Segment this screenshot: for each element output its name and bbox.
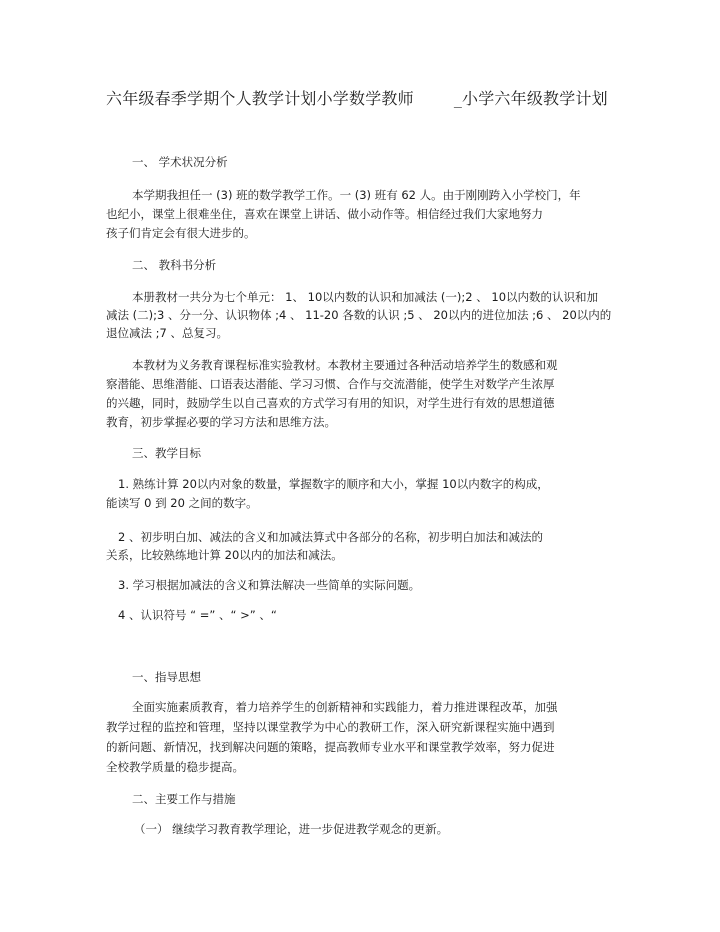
section-heading-guiding-ideology: 一、指导思想 — [132, 670, 201, 684]
paragraph-line: 的新问题、新情况，找到解决问题的策略，提高教师专业水平和课堂教学效率，努力促进 — [106, 740, 555, 754]
paragraph-line: 也纪小，课堂上很难坐住，喜欢在课堂上讲话、做小动作等。相信经过我们大家地努力 — [106, 207, 543, 221]
paragraph-line: 本教材为义务教育课程标准实验教材。本教材主要通过各种活动培养学生的数感和观 — [132, 358, 558, 372]
paragraph-line: 关系，比较熟练地计算 20以内的加法和减法。 — [106, 548, 343, 562]
section-heading-academic-status: 一、 学术状况分析 — [132, 155, 228, 169]
paragraph-line: 教学过程的监控和管理，坚持以课堂教学为中心的教研工作，深入研究新课程实施中遇到 — [106, 720, 555, 734]
goal-item-3: 3. 学习根据加减法的含义和算法解决一些简单的实际问题。 — [118, 578, 421, 592]
section-heading-teaching-goals: 三、教学目标 — [132, 446, 201, 460]
section-heading-main-work: 二、主要工作与措施 — [132, 792, 236, 806]
paragraph-line: 全校教学质量的稳步提高。 — [106, 760, 244, 774]
title-main: 六年级春季学期个人教学计划小学数学教师 — [106, 89, 414, 108]
goal-item-4: 4 、认识符号 “ =” 、“ >” 、“ — [118, 608, 277, 622]
paragraph-line: 退位减法 ;7 、总复习。 — [106, 326, 229, 340]
paragraph-line: 本册教材一共分为七个单元： 1、 10以内数的认识和加减法 (一);2 、 10以内数的认识和加 — [132, 290, 599, 304]
paragraph-line: 全面实施素质教育，着力培养学生的创新精神和实践能力，着力推进课程改革，加强 — [132, 700, 558, 714]
document-title — [106, 86, 608, 109]
paragraph-line: 孩子们肯定会有很大进步的。 — [106, 226, 256, 240]
section-heading-textbook-analysis: 二、 教科书分析 — [132, 258, 217, 272]
measure-item-1: （一） 继续学习教育教学理论，进一步促进教学观念的更新。 — [134, 822, 449, 836]
paragraph-line: 的兴趣，同时，鼓励学生以自己喜欢的方式学习有用的知识，对学生进行有效的思想道德 — [106, 396, 555, 410]
paragraph-line: 能读写 0 到 20 之间的数字。 — [106, 496, 258, 510]
paragraph-line: 察潜能、思维潜能、口语表达潜能、学习习惯、合作与交流潜能，使学生对数学产生浓厚 — [106, 377, 555, 391]
paragraph-line: 教育，初步掌握必要的学习方法和思维方法。 — [106, 415, 336, 429]
paragraph-line: 减法 (二);3 、分一分、认识物体 ;4 、 11-20 各数的认识 ;5 、 20以内的进位加法 ;6 、 20以内的 — [106, 308, 612, 322]
goal-item-1: 1. 熟练计算 20以内对象的数量，掌握数字的顺序和大小，掌握 10以内数字的构成， — [118, 477, 549, 491]
goal-item-2: 2 、初步明白加、减法的含义和加减法算式中各部分的名称，初步明白加法和减法的 — [118, 530, 543, 544]
title-suffix: _小学六年级教学计划 — [453, 89, 608, 108]
paragraph-line: 本学期我担任一 (3) 班的数学教学工作。一 (3) 班有 62 人。由于刚刚跨入小学校门，年 — [132, 188, 581, 202]
